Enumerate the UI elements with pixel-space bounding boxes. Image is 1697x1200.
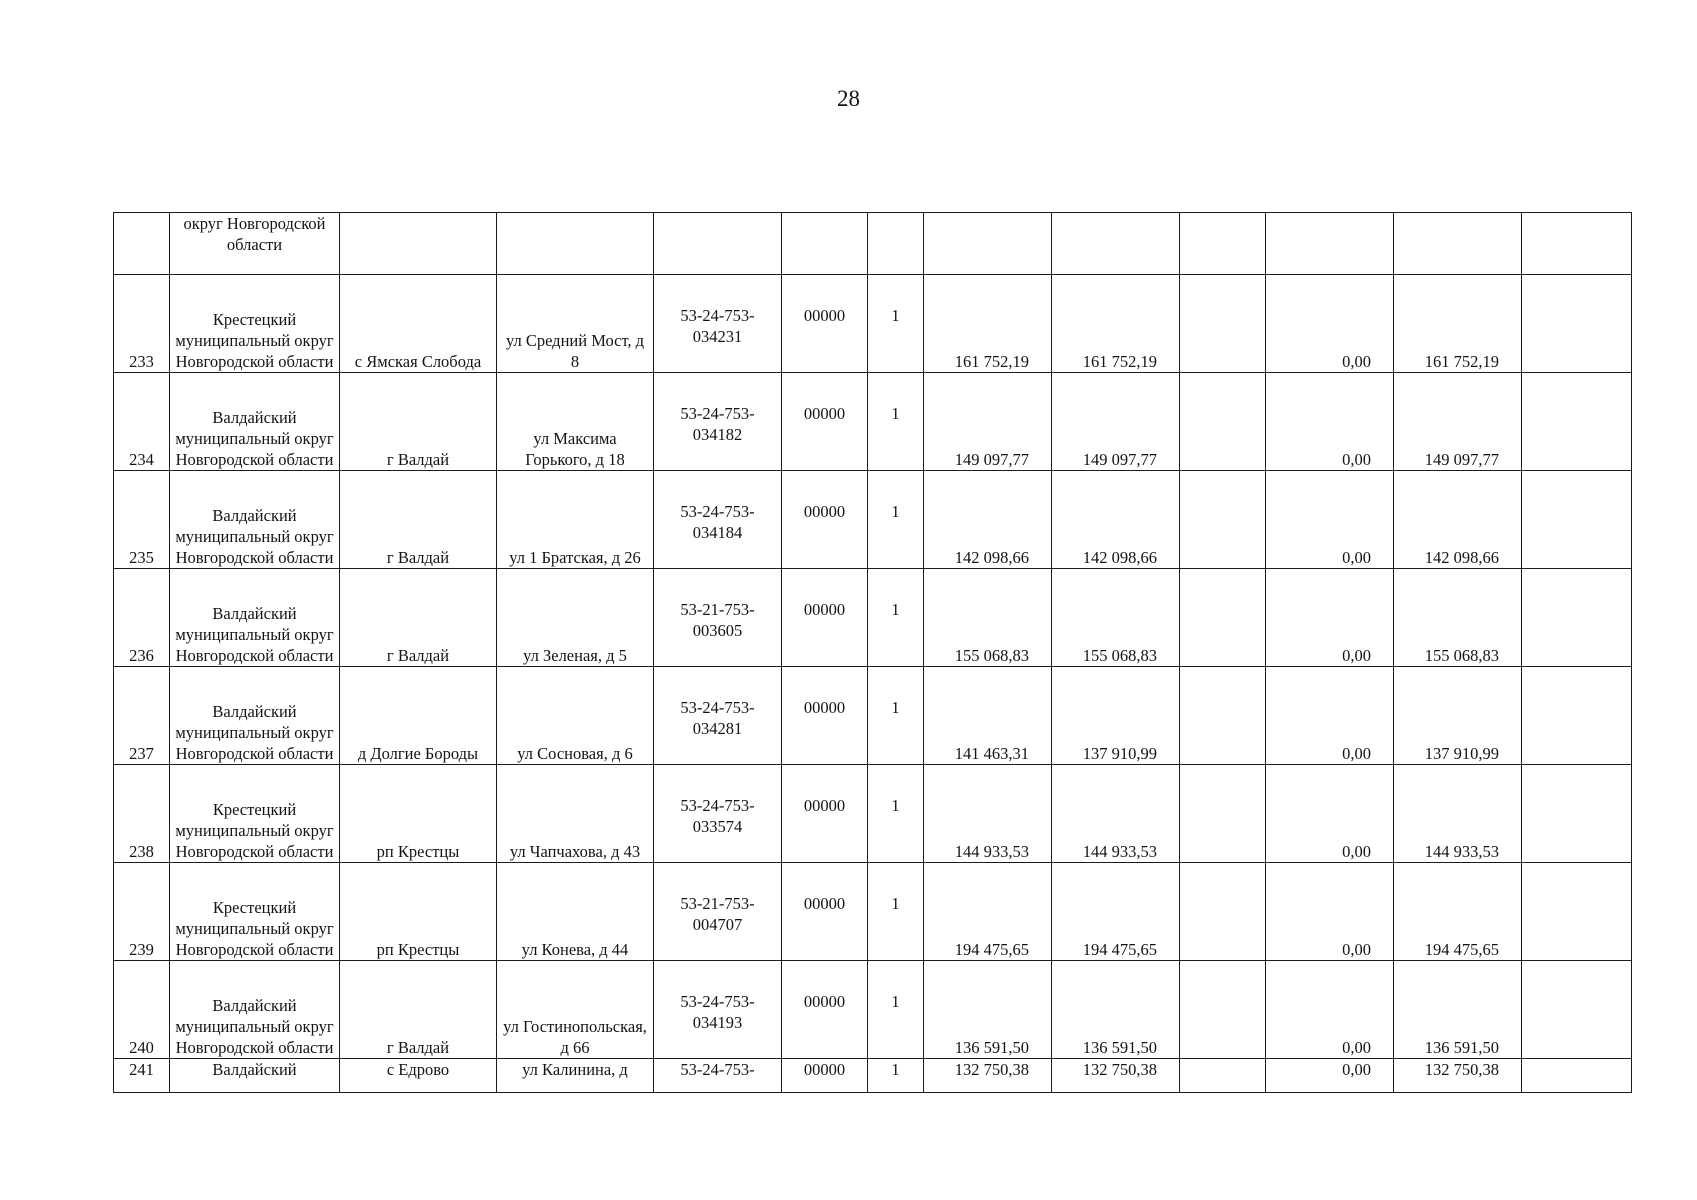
cell-count: 1 [868,471,924,569]
cell-code: 53-24-753-033574 [654,765,782,863]
cell-locality: с Ямская Слобода [340,275,497,373]
cell-amount-d: 136 591,50 [1394,961,1522,1059]
cell-code: 53-24-753-034281 [654,667,782,765]
cell-amount-c: 0,00 [1266,471,1394,569]
cell-blank-last [1522,373,1632,471]
cell-blank [1180,213,1266,275]
cell-amount-a: 194 475,65 [924,863,1052,961]
cell-index: 233 [114,275,170,373]
cell-amount-a: 161 752,19 [924,275,1052,373]
cell-amount-d: 149 097,77 [1394,373,1522,471]
cell-code: 53-21-753-004707 [654,863,782,961]
cell-blank-last [1522,1059,1632,1093]
cell-municipality: Валдайский муниципальный округ Новгородской области [170,667,340,765]
cell-municipality: Крестецкий муниципальный округ Новгородской области [170,275,340,373]
cell-locality: г Валдай [340,569,497,667]
cell-amount-b [1052,213,1180,275]
cell-locality [340,213,497,275]
cell-municipality: Крестецкий муниципальный округ Новгородской области [170,863,340,961]
cell-address: ул Конева, д 44 [497,863,654,961]
cell-amount-a: 132 750,38 [924,1059,1052,1093]
table-row [114,863,1632,961]
cell-amount-c [1266,213,1394,275]
cell-amount-c: 0,00 [1266,667,1394,765]
cell-amount-a: 142 098,66 [924,471,1052,569]
cell-index: 240 [114,961,170,1059]
cell-locality: д Долгие Бороды [340,667,497,765]
cell-amount-b: 161 752,19 [1052,275,1180,373]
cell-zeros: 00000 [782,667,868,765]
cell-count: 1 [868,961,924,1059]
cell-amount-b: 149 097,77 [1052,373,1180,471]
table-row [114,667,1632,765]
cell-count: 1 [868,373,924,471]
cell-blank-last [1522,569,1632,667]
cell-amount-b: 155 068,83 [1052,569,1180,667]
cell-blank [1180,961,1266,1059]
cell-code: 53-24-753-034231 [654,275,782,373]
cell-locality: г Валдай [340,471,497,569]
cell-count [868,213,924,275]
cell-code: 53-24-753-034184 [654,471,782,569]
table-row [114,765,1632,863]
cell-blank [1180,765,1266,863]
cell-index: 235 [114,471,170,569]
cell-index: 241 [114,1059,170,1093]
cell-amount-a [924,213,1052,275]
cell-blank [1180,471,1266,569]
cell-municipality: Валдайский муниципальный округ Новгородской области [170,471,340,569]
table-row [114,275,1632,373]
cell-locality: г Валдай [340,373,497,471]
cell-zeros: 00000 [782,863,868,961]
table-row [114,961,1632,1059]
cell-locality: г Валдай [340,961,497,1059]
cell-blank-last [1522,275,1632,373]
cell-amount-a: 155 068,83 [924,569,1052,667]
cell-blank-last [1522,961,1632,1059]
table-row [114,1059,1632,1093]
cell-address: ул Гостинопольская, д 66 [497,961,654,1059]
cell-count: 1 [868,765,924,863]
cell-blank-last [1522,667,1632,765]
cell-amount-b: 132 750,38 [1052,1059,1180,1093]
cell-amount-d: 137 910,99 [1394,667,1522,765]
cell-count: 1 [868,667,924,765]
cell-amount-c: 0,00 [1266,961,1394,1059]
cell-amount-b: 137 910,99 [1052,667,1180,765]
registry-table [113,212,1632,1093]
cell-zeros: 00000 [782,1059,868,1093]
cell-amount-b: 144 933,53 [1052,765,1180,863]
cell-address: ул Чапчахова, д 43 [497,765,654,863]
cell-zeros: 00000 [782,275,868,373]
cell-count: 1 [868,863,924,961]
cell-amount-d: 142 098,66 [1394,471,1522,569]
cell-blank [1180,1059,1266,1093]
cell-blank-last [1522,765,1632,863]
cell-locality: рп Крестцы [340,765,497,863]
cell-municipality: Валдайский муниципальный округ Новгородской области [170,373,340,471]
table-row [114,373,1632,471]
cell-count: 1 [868,569,924,667]
cell-index: 234 [114,373,170,471]
cell-amount-a: 136 591,50 [924,961,1052,1059]
cell-amount-a: 141 463,31 [924,667,1052,765]
cell-code: 53-24-753- [654,1059,782,1093]
cell-amount-c: 0,00 [1266,863,1394,961]
cell-amount-d: 161 752,19 [1394,275,1522,373]
cell-zeros: 00000 [782,765,868,863]
cell-amount-d: 155 068,83 [1394,569,1522,667]
cell-address: ул 1 Братская, д 26 [497,471,654,569]
cell-address: ул Калинина, д [497,1059,654,1093]
cell-index: 239 [114,863,170,961]
cell-zeros: 00000 [782,373,868,471]
cell-count: 1 [868,275,924,373]
cell-amount-b: 142 098,66 [1052,471,1180,569]
cell-municipality: Валдайский муниципальный округ Новгородской области [170,569,340,667]
cell-locality: рп Крестцы [340,863,497,961]
cell-address: ул Максима Горького, д 18 [497,373,654,471]
cell-municipality: Валдайский муниципальный округ Новгородской области [170,961,340,1059]
cell-amount-d [1394,213,1522,275]
cell-municipality: округ Новгородской области [170,213,340,275]
cell-blank [1180,863,1266,961]
cell-zeros: 00000 [782,569,868,667]
cell-amount-a: 144 933,53 [924,765,1052,863]
cell-amount-c: 0,00 [1266,569,1394,667]
cell-locality: с Едрово [340,1059,497,1093]
cell-address [497,213,654,275]
cell-zeros [782,213,868,275]
page-number: 28 [837,86,860,111]
cell-index: 238 [114,765,170,863]
cell-blank-last [1522,213,1632,275]
cell-count: 1 [868,1059,924,1093]
cell-blank-last [1522,863,1632,961]
table-row [114,569,1632,667]
cell-amount-a: 149 097,77 [924,373,1052,471]
cell-code: 53-24-753-034193 [654,961,782,1059]
cell-index: 237 [114,667,170,765]
cell-amount-b: 136 591,50 [1052,961,1180,1059]
cell-index: 236 [114,569,170,667]
cell-code: 53-21-753-003605 [654,569,782,667]
cell-municipality: Валдайский [170,1059,340,1093]
cell-amount-b: 194 475,65 [1052,863,1180,961]
cell-municipality: Крестецкий муниципальный округ Новгородской области [170,765,340,863]
cell-blank [1180,275,1266,373]
cell-blank [1180,667,1266,765]
table-body [114,213,1632,1093]
cell-zeros: 00000 [782,961,868,1059]
cell-blank [1180,569,1266,667]
cell-blank [1180,373,1266,471]
cell-address: ул Средний Мост, д 8 [497,275,654,373]
cell-amount-c: 0,00 [1266,765,1394,863]
cell-amount-c: 0,00 [1266,1059,1394,1093]
cell-address: ул Зеленая, д 5 [497,569,654,667]
cell-amount-d: 144 933,53 [1394,765,1522,863]
table-row-continued [114,213,1632,275]
cell-amount-c: 0,00 [1266,275,1394,373]
cell-address: ул Сосновая, д 6 [497,667,654,765]
cell-amount-d: 132 750,38 [1394,1059,1522,1093]
cell-zeros: 00000 [782,471,868,569]
cell-amount-c: 0,00 [1266,373,1394,471]
cell-code: 53-24-753-034182 [654,373,782,471]
cell-index [114,213,170,275]
table-row [114,471,1632,569]
cell-blank-last [1522,471,1632,569]
cell-amount-d: 194 475,65 [1394,863,1522,961]
cell-code [654,213,782,275]
